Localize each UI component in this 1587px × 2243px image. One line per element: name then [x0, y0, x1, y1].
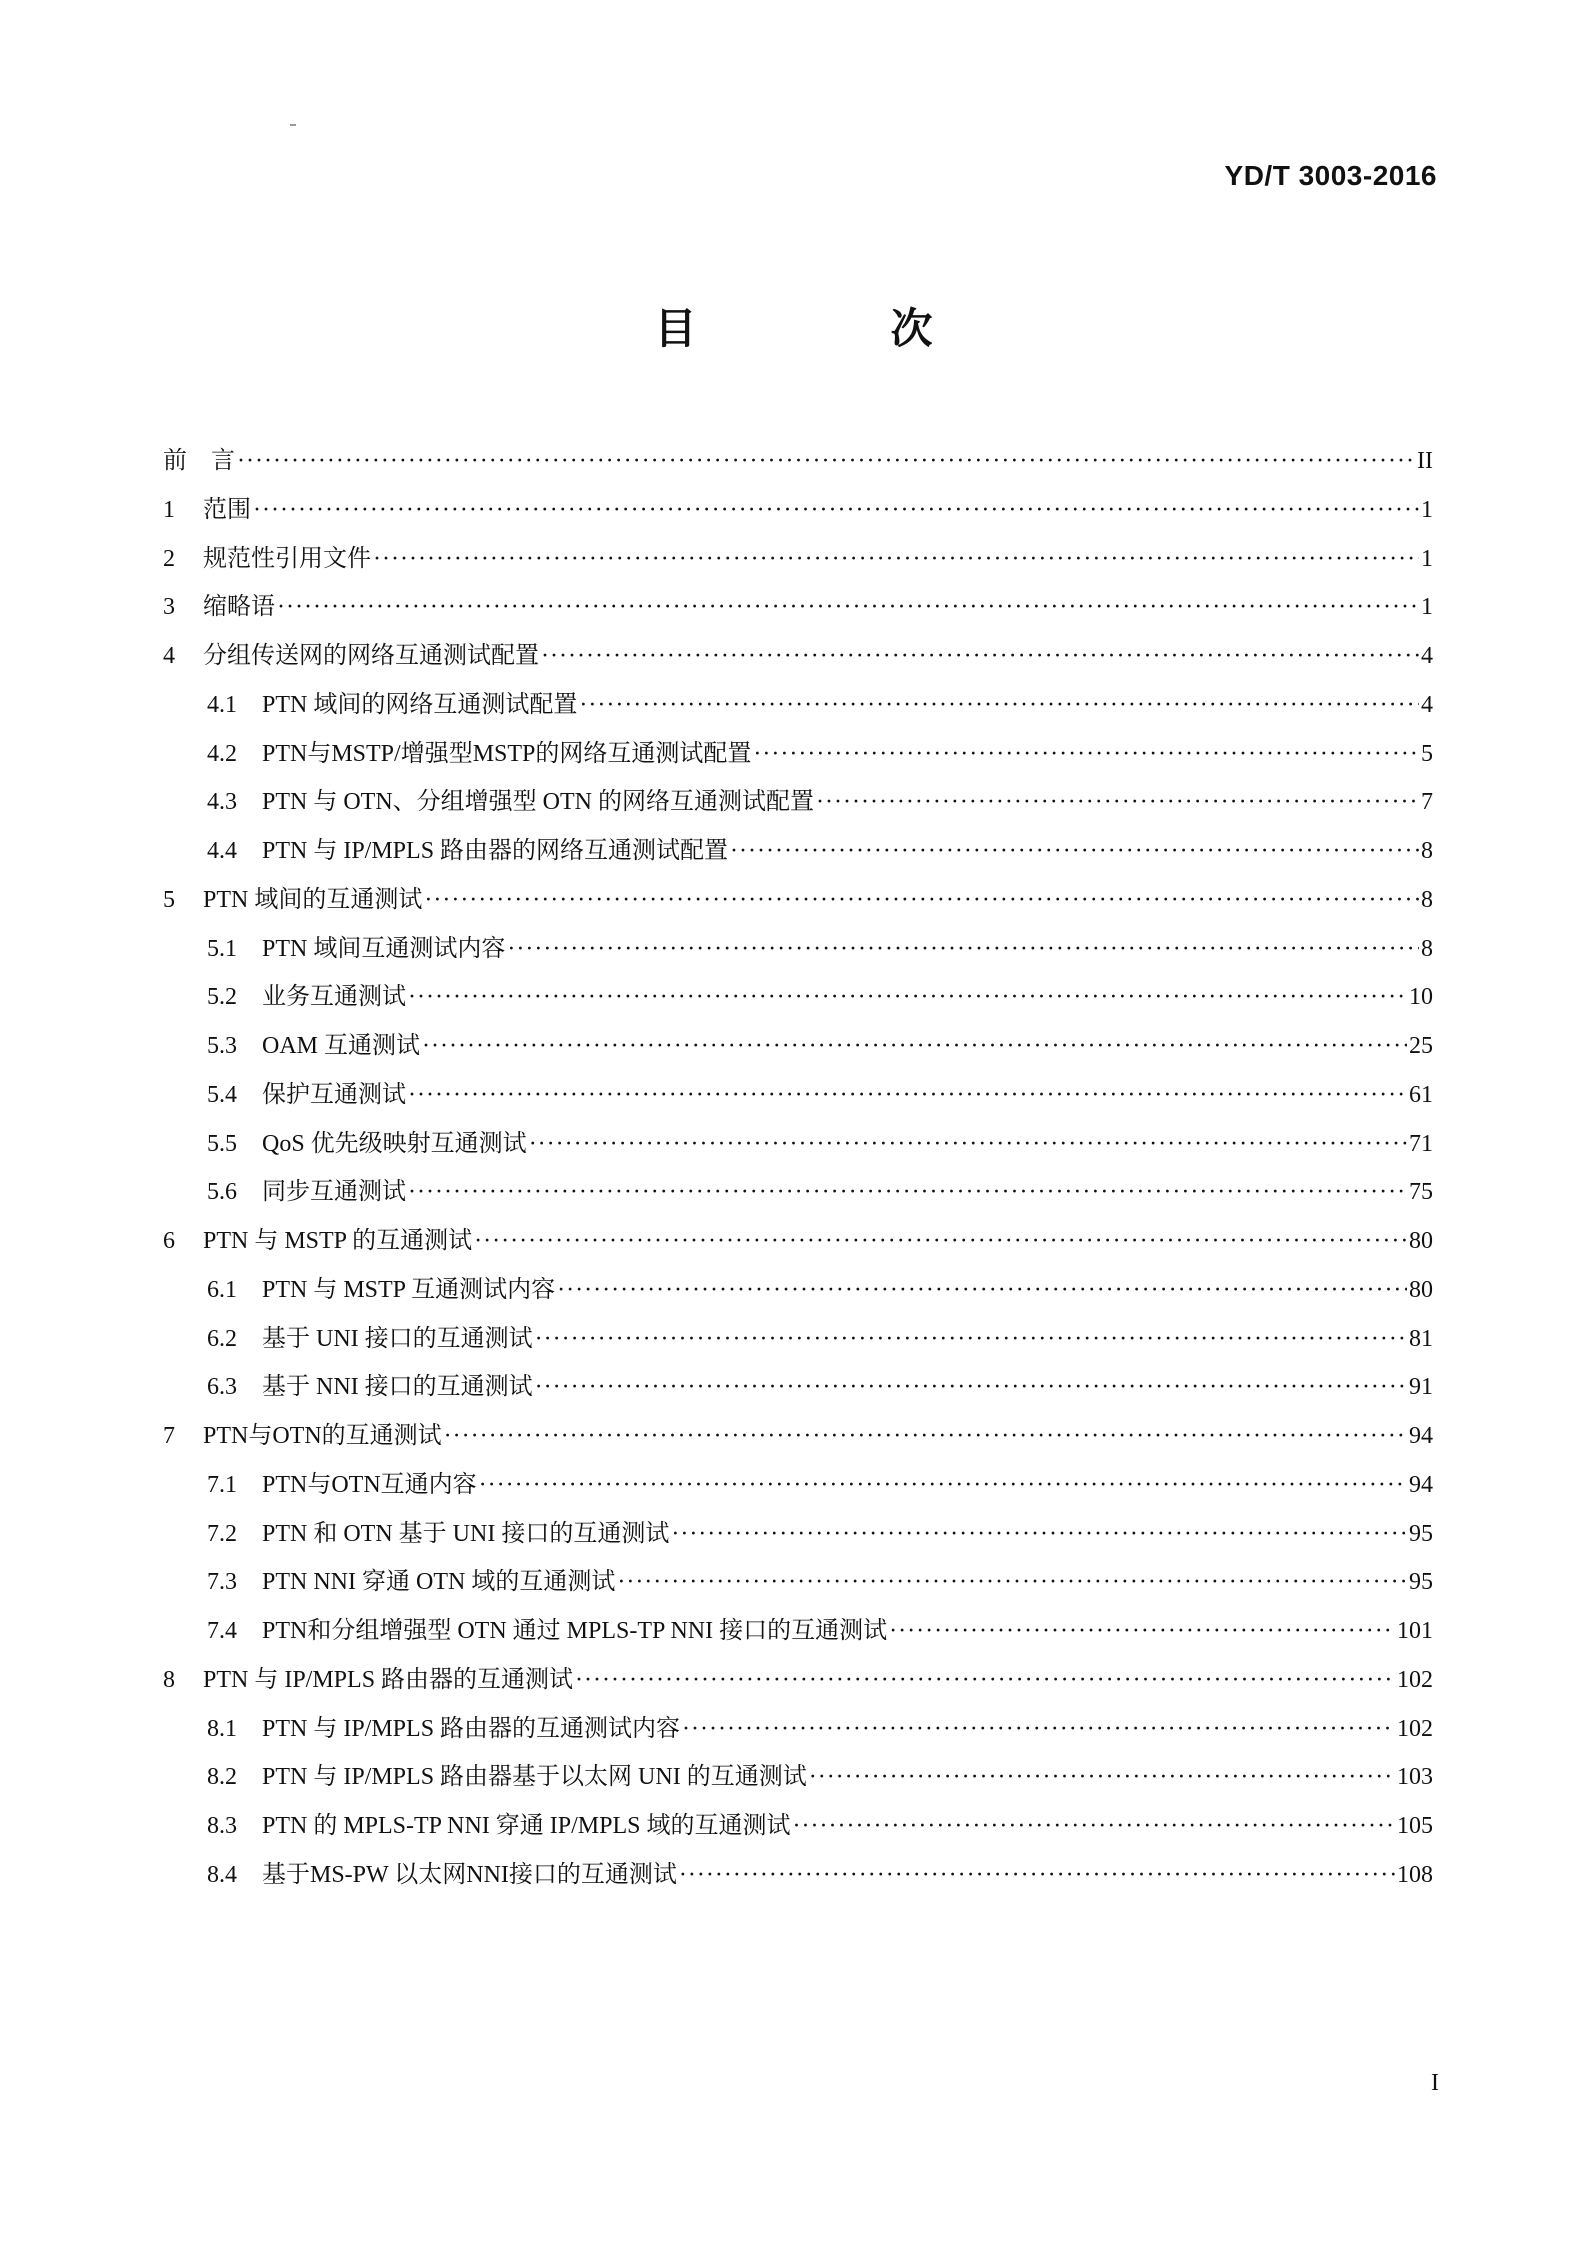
toc-entry-label: PTN与OTN互通内容 [262, 1471, 477, 1498]
toc-entry-label: PTN 与 IP/MPLS 路由器的网络互通测试配置 [262, 838, 729, 864]
toc-entry[interactable] [163, 583, 1433, 632]
toc-entry-label: PTN 与 MSTP 互通测试内容 [262, 1276, 556, 1303]
toc-entry-label: 保护互通测试 [262, 1081, 406, 1108]
dot-leader [373, 535, 1419, 584]
toc-entry[interactable] [163, 1705, 1433, 1754]
toc-entry-page: 102 [1397, 1715, 1433, 1742]
toc-entry-number: 5.4 [207, 1081, 237, 1108]
toc-entry-label: PTN 与 MSTP 的互通测试 [203, 1228, 473, 1254]
dot-leader [529, 1120, 1407, 1169]
toc-entry-number: 6.1 [207, 1276, 237, 1303]
toc-entry[interactable] [163, 437, 1433, 486]
toc-entry-number: 5.2 [207, 984, 237, 1011]
toc-entry-label: PTN 的 MPLS-TP NNI 穿通 IP/MPLS 域的互通测试 [262, 1813, 791, 1839]
toc-entry[interactable] [163, 486, 1433, 535]
toc-entry-page: 81 [1409, 1325, 1433, 1352]
toc-entry[interactable] [163, 730, 1433, 779]
toc-entry-page: 103 [1397, 1764, 1433, 1791]
toc-entry-number: 5.5 [207, 1130, 237, 1157]
scan-speck [290, 124, 296, 126]
toc-entry-number: 8.4 [207, 1861, 237, 1888]
toc-entry[interactable] [163, 1120, 1433, 1169]
toc-entry-label: 同步互通测试 [262, 1179, 406, 1206]
dot-leader [730, 827, 1419, 876]
toc-entry-label: PTN与MSTP/增强型MSTP的网络互通测试配置 [262, 740, 752, 767]
toc-entry-number: 7.3 [207, 1569, 237, 1596]
toc-entry-page: 80 [1409, 1276, 1433, 1303]
toc-entry-number: 7 [163, 1423, 175, 1449]
toc-entry-number: 5.1 [207, 935, 237, 962]
toc-entry[interactable] [163, 1412, 1433, 1461]
toc-entry-number: 7.2 [207, 1520, 237, 1547]
toc-entry-page: 95 [1409, 1569, 1433, 1596]
toc-entry-label: 基于MS-PW 以太网NNI接口的互通测试 [262, 1861, 677, 1888]
dot-leader [889, 1607, 1395, 1656]
dot-leader [277, 583, 1419, 632]
toc-entry-label: 范围 [203, 496, 251, 523]
toc-entry-label: PTN 域间的互通测试 [203, 886, 423, 913]
toc-entry-number: 4 [163, 643, 175, 669]
toc-entry-page: 61 [1409, 1081, 1433, 1108]
toc-entry-number: 7.1 [207, 1471, 237, 1498]
dot-leader [408, 1071, 1407, 1120]
toc-entry[interactable] [163, 876, 1433, 925]
toc-entry-label: PTN 与 IP/MPLS 路由器的互通测试内容 [262, 1715, 681, 1742]
toc-entry-page: 80 [1409, 1228, 1433, 1254]
toc-entry[interactable] [163, 535, 1433, 584]
toc-entry-page: 10 [1409, 984, 1433, 1011]
toc-entry-page: 5 [1421, 740, 1433, 767]
toc-entry-number: 6.2 [207, 1325, 237, 1352]
toc-entry[interactable] [163, 1022, 1433, 1071]
dot-leader [507, 925, 1419, 974]
table-of-contents [163, 437, 1433, 1900]
toc-entry[interactable] [163, 1558, 1433, 1607]
toc-entry[interactable] [163, 1656, 1433, 1705]
toc-entry-label: 缩略语 [203, 594, 275, 621]
dot-leader [408, 1168, 1407, 1217]
dot-leader [679, 1851, 1395, 1900]
dot-leader [557, 1266, 1407, 1315]
toc-entry-page: 1 [1421, 496, 1433, 523]
toc-entry-page: 91 [1409, 1374, 1433, 1401]
dot-leader [617, 1558, 1407, 1607]
dot-leader [809, 1753, 1395, 1802]
toc-entry-label: 规范性引用文件 [203, 545, 371, 572]
dot-leader [579, 681, 1419, 730]
toc-entry-page: 95 [1409, 1520, 1433, 1547]
toc-entry-number: 5.3 [207, 1033, 237, 1059]
toc-entry-label: 基于 UNI 接口的互通测试 [262, 1325, 533, 1352]
page-number: I [1431, 2070, 1439, 2096]
toc-entry-number: 8.3 [207, 1813, 237, 1839]
dot-leader [535, 1315, 1407, 1364]
toc-entry-page: 108 [1397, 1861, 1433, 1888]
toc-entry[interactable] [163, 1510, 1433, 1559]
toc-entry-number: 7.4 [207, 1618, 237, 1644]
toc-entry[interactable] [163, 827, 1433, 876]
toc-entry-number: 1 [163, 496, 175, 523]
toc-entry[interactable] [163, 925, 1433, 974]
toc-entry[interactable] [163, 1217, 1433, 1266]
toc-entry-page: 75 [1409, 1179, 1433, 1206]
dot-leader [671, 1510, 1407, 1559]
toc-entry[interactable] [163, 1071, 1433, 1120]
toc-entry-page: 101 [1397, 1618, 1433, 1644]
toc-entry-number: 3 [163, 594, 175, 621]
toc-entry-label: PTN和分组增强型 OTN 通过 MPLS-TP NNI 接口的互通测试 [262, 1618, 888, 1644]
toc-entry[interactable] [163, 1315, 1433, 1364]
toc-entry-number: 4.1 [207, 691, 237, 718]
toc-entry-page: 8 [1421, 886, 1433, 913]
toc-entry-page: 7 [1421, 789, 1433, 816]
toc-entry-label: 业务互通测试 [262, 984, 406, 1011]
toc-entry-number: 8.1 [207, 1715, 237, 1742]
dot-leader [474, 1217, 1407, 1266]
toc-entry-label: PTN NNI 穿通 OTN 域的互通测试 [262, 1569, 616, 1596]
toc-entry-page: 1 [1421, 545, 1433, 572]
toc-entry-page: 1 [1421, 594, 1433, 621]
dot-leader [575, 1656, 1395, 1705]
toc-entry[interactable] [163, 1461, 1433, 1510]
toc-entry-number: 4.4 [207, 838, 237, 864]
toc-entry-page: 25 [1409, 1033, 1433, 1059]
toc-entry-page: 94 [1409, 1471, 1433, 1498]
dot-leader [422, 1022, 1407, 1071]
dot-leader [479, 1461, 1407, 1510]
toc-entry-number: 4.3 [207, 789, 237, 816]
toc-entry-label: PTN 域间的网络互通测试配置 [262, 691, 578, 718]
toc-entry-number: 6.3 [207, 1374, 237, 1401]
toc-entry[interactable] [163, 1851, 1433, 1900]
dot-leader [753, 730, 1419, 779]
toc-entry-number: 6 [163, 1228, 175, 1254]
toc-entry-label: PTN 和 OTN 基于 UNI 接口的互通测试 [262, 1520, 670, 1547]
toc-entry-label: PTN 域间互通测试内容 [262, 935, 506, 962]
toc-entry-number: 8 [163, 1666, 175, 1693]
toc-entry[interactable] [163, 1753, 1433, 1802]
dot-leader [253, 486, 1419, 535]
dot-leader [535, 1363, 1407, 1412]
toc-entry-page: II [1417, 448, 1433, 474]
toc-entry-number: 2 [163, 545, 175, 572]
toc-entry-label: PTN 与 OTN、分组增强型 OTN 的网络互通测试配置 [262, 789, 814, 816]
toc-entry[interactable] [163, 1266, 1433, 1315]
toc-entry-number: 前 言 [163, 448, 235, 474]
toc-entry[interactable] [163, 681, 1433, 730]
toc-entry-label: PTN 与 IP/MPLS 路由器基于以太网 UNI 的互通测试 [262, 1764, 807, 1791]
toc-entry[interactable] [163, 1363, 1433, 1412]
toc-entry-number: 8.2 [207, 1764, 237, 1791]
page-title: 目 次 [654, 304, 1009, 353]
toc-entry-label: QoS 优先级映射互通测试 [262, 1130, 527, 1157]
dot-leader [816, 778, 1419, 827]
toc-entry-page: 102 [1397, 1666, 1433, 1693]
toc-entry-number: 4.2 [207, 740, 237, 767]
toc-entry-page: 105 [1397, 1813, 1433, 1839]
toc-entry[interactable] [163, 1607, 1433, 1656]
dot-leader [682, 1705, 1395, 1754]
toc-entry-label: PTN与OTN的互通测试 [203, 1423, 442, 1449]
dot-leader [424, 876, 1419, 925]
toc-entry[interactable] [163, 973, 1433, 1022]
toc-entry-number: 5.6 [207, 1179, 237, 1206]
dot-leader [444, 1412, 1407, 1461]
dot-leader [237, 437, 1415, 486]
toc-entry-page: 8 [1421, 935, 1433, 962]
toc-entry-label: 分组传送网的网络互通测试配置 [203, 643, 539, 669]
dot-leader [793, 1802, 1395, 1851]
toc-entry-page: 4 [1421, 643, 1433, 669]
toc-entry[interactable] [163, 1168, 1433, 1217]
toc-entry-page: 94 [1409, 1423, 1433, 1449]
toc-entry-label: PTN 与 IP/MPLS 路由器的互通测试 [203, 1666, 574, 1693]
toc-entry-number: 5 [163, 886, 175, 913]
toc-entry-page: 8 [1421, 838, 1433, 864]
dot-leader [408, 973, 1407, 1022]
toc-entry[interactable] [163, 632, 1433, 681]
toc-entry-label: OAM 互通测试 [262, 1033, 421, 1059]
dot-leader [541, 632, 1419, 681]
toc-entry[interactable] [163, 1802, 1433, 1851]
toc-entry-page: 71 [1409, 1130, 1433, 1157]
toc-entry-page: 4 [1421, 691, 1433, 718]
toc-entry-label: 基于 NNI 接口的互通测试 [262, 1374, 533, 1401]
toc-entry[interactable] [163, 778, 1433, 827]
document-code: YD/T 3003-2016 [1224, 160, 1437, 191]
